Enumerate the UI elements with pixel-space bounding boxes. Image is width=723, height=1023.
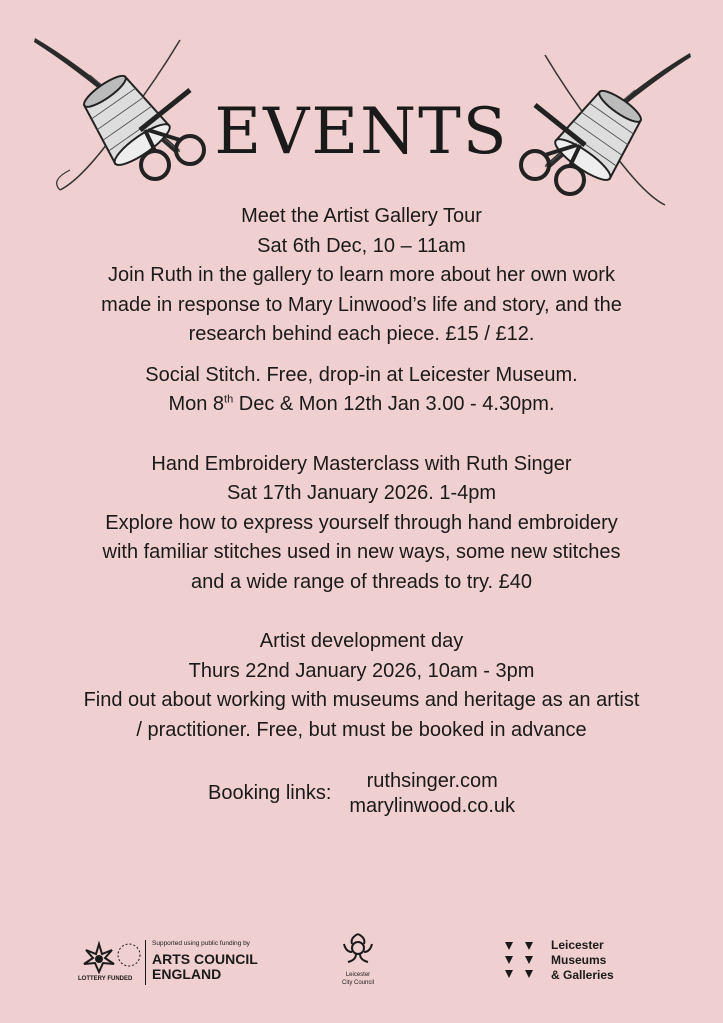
event-description: with familiar stitches used in new ways, some new stitches <box>102 541 621 563</box>
event-description: Find out about working with museums and heritage as an artist <box>83 689 640 711</box>
rose-icon <box>338 930 378 966</box>
lottery-funded-label: LOTTERY FUNDED <box>78 976 133 982</box>
event-embroidery-masterclass <box>0 450 723 598</box>
event-title: Meet the Artist Gallery Tour <box>241 205 482 227</box>
arts-council-ring-icon <box>116 942 142 968</box>
event-gallery-tour <box>0 202 723 350</box>
event-description: and a wide range of threads to try. £40 <box>191 570 532 593</box>
arts-council-name: ARTS COUNCIL ENGLAND <box>152 951 258 982</box>
city-council-line1: Leicester <box>345 972 371 978</box>
event-artist-development <box>0 627 723 745</box>
booking-links <box>0 769 723 819</box>
leicester-city-council-logo <box>338 930 378 987</box>
event-when: Mon 8th Dec & Mon 12th Jan 3.00 - 4.30pm. <box>168 393 555 415</box>
event-social-stitch <box>0 361 723 420</box>
arts-council-logo <box>78 938 278 988</box>
event-title: Hand Embroidery Masterclass with Ruth Singer <box>151 452 572 475</box>
arts-council-supported: Supported using public funding by <box>152 940 250 947</box>
event-title: Artist development day <box>259 630 464 652</box>
museums-name: Leicester Museums & Galleries <box>551 938 614 982</box>
event-when: Thurs 22nd January 2026, 10am - 3pm <box>188 659 535 682</box>
event-description: research behind each piece. £15 / £12. <box>188 323 535 345</box>
event-title: Social Stitch. Free, drop-in at Leicester Museum. <box>145 363 578 386</box>
sponsor-logos <box>0 930 723 990</box>
event-when: Sat 6th Dec, 10 – 11am <box>257 234 466 257</box>
event-description: Explore how to express yourself through hand embroidery <box>105 511 618 534</box>
booking-label: Booking links: <box>207 782 332 805</box>
chevron-pattern-icon <box>503 940 543 980</box>
event-description: / practitioner. Free, but must be booked in advance <box>136 718 587 741</box>
lottery-hands-icon <box>82 940 116 974</box>
city-council-line2: City Council <box>341 980 374 986</box>
event-description: Join Ruth in the gallery to learn more about her own work <box>108 264 615 286</box>
booking-link-marylinwood[interactable]: marylinwood.co.uk <box>349 795 516 817</box>
booking-link-ruthsinger[interactable]: ruthsinger.com <box>366 770 498 792</box>
event-description: made in response to Mary Linwood’s life and story, and the <box>101 293 622 316</box>
leicester-museums-logo <box>503 938 643 983</box>
events-list <box>0 202 723 819</box>
event-when: Sat 17th January 2026. 1-4pm <box>226 482 497 504</box>
page-title: EVENTS <box>214 94 509 169</box>
